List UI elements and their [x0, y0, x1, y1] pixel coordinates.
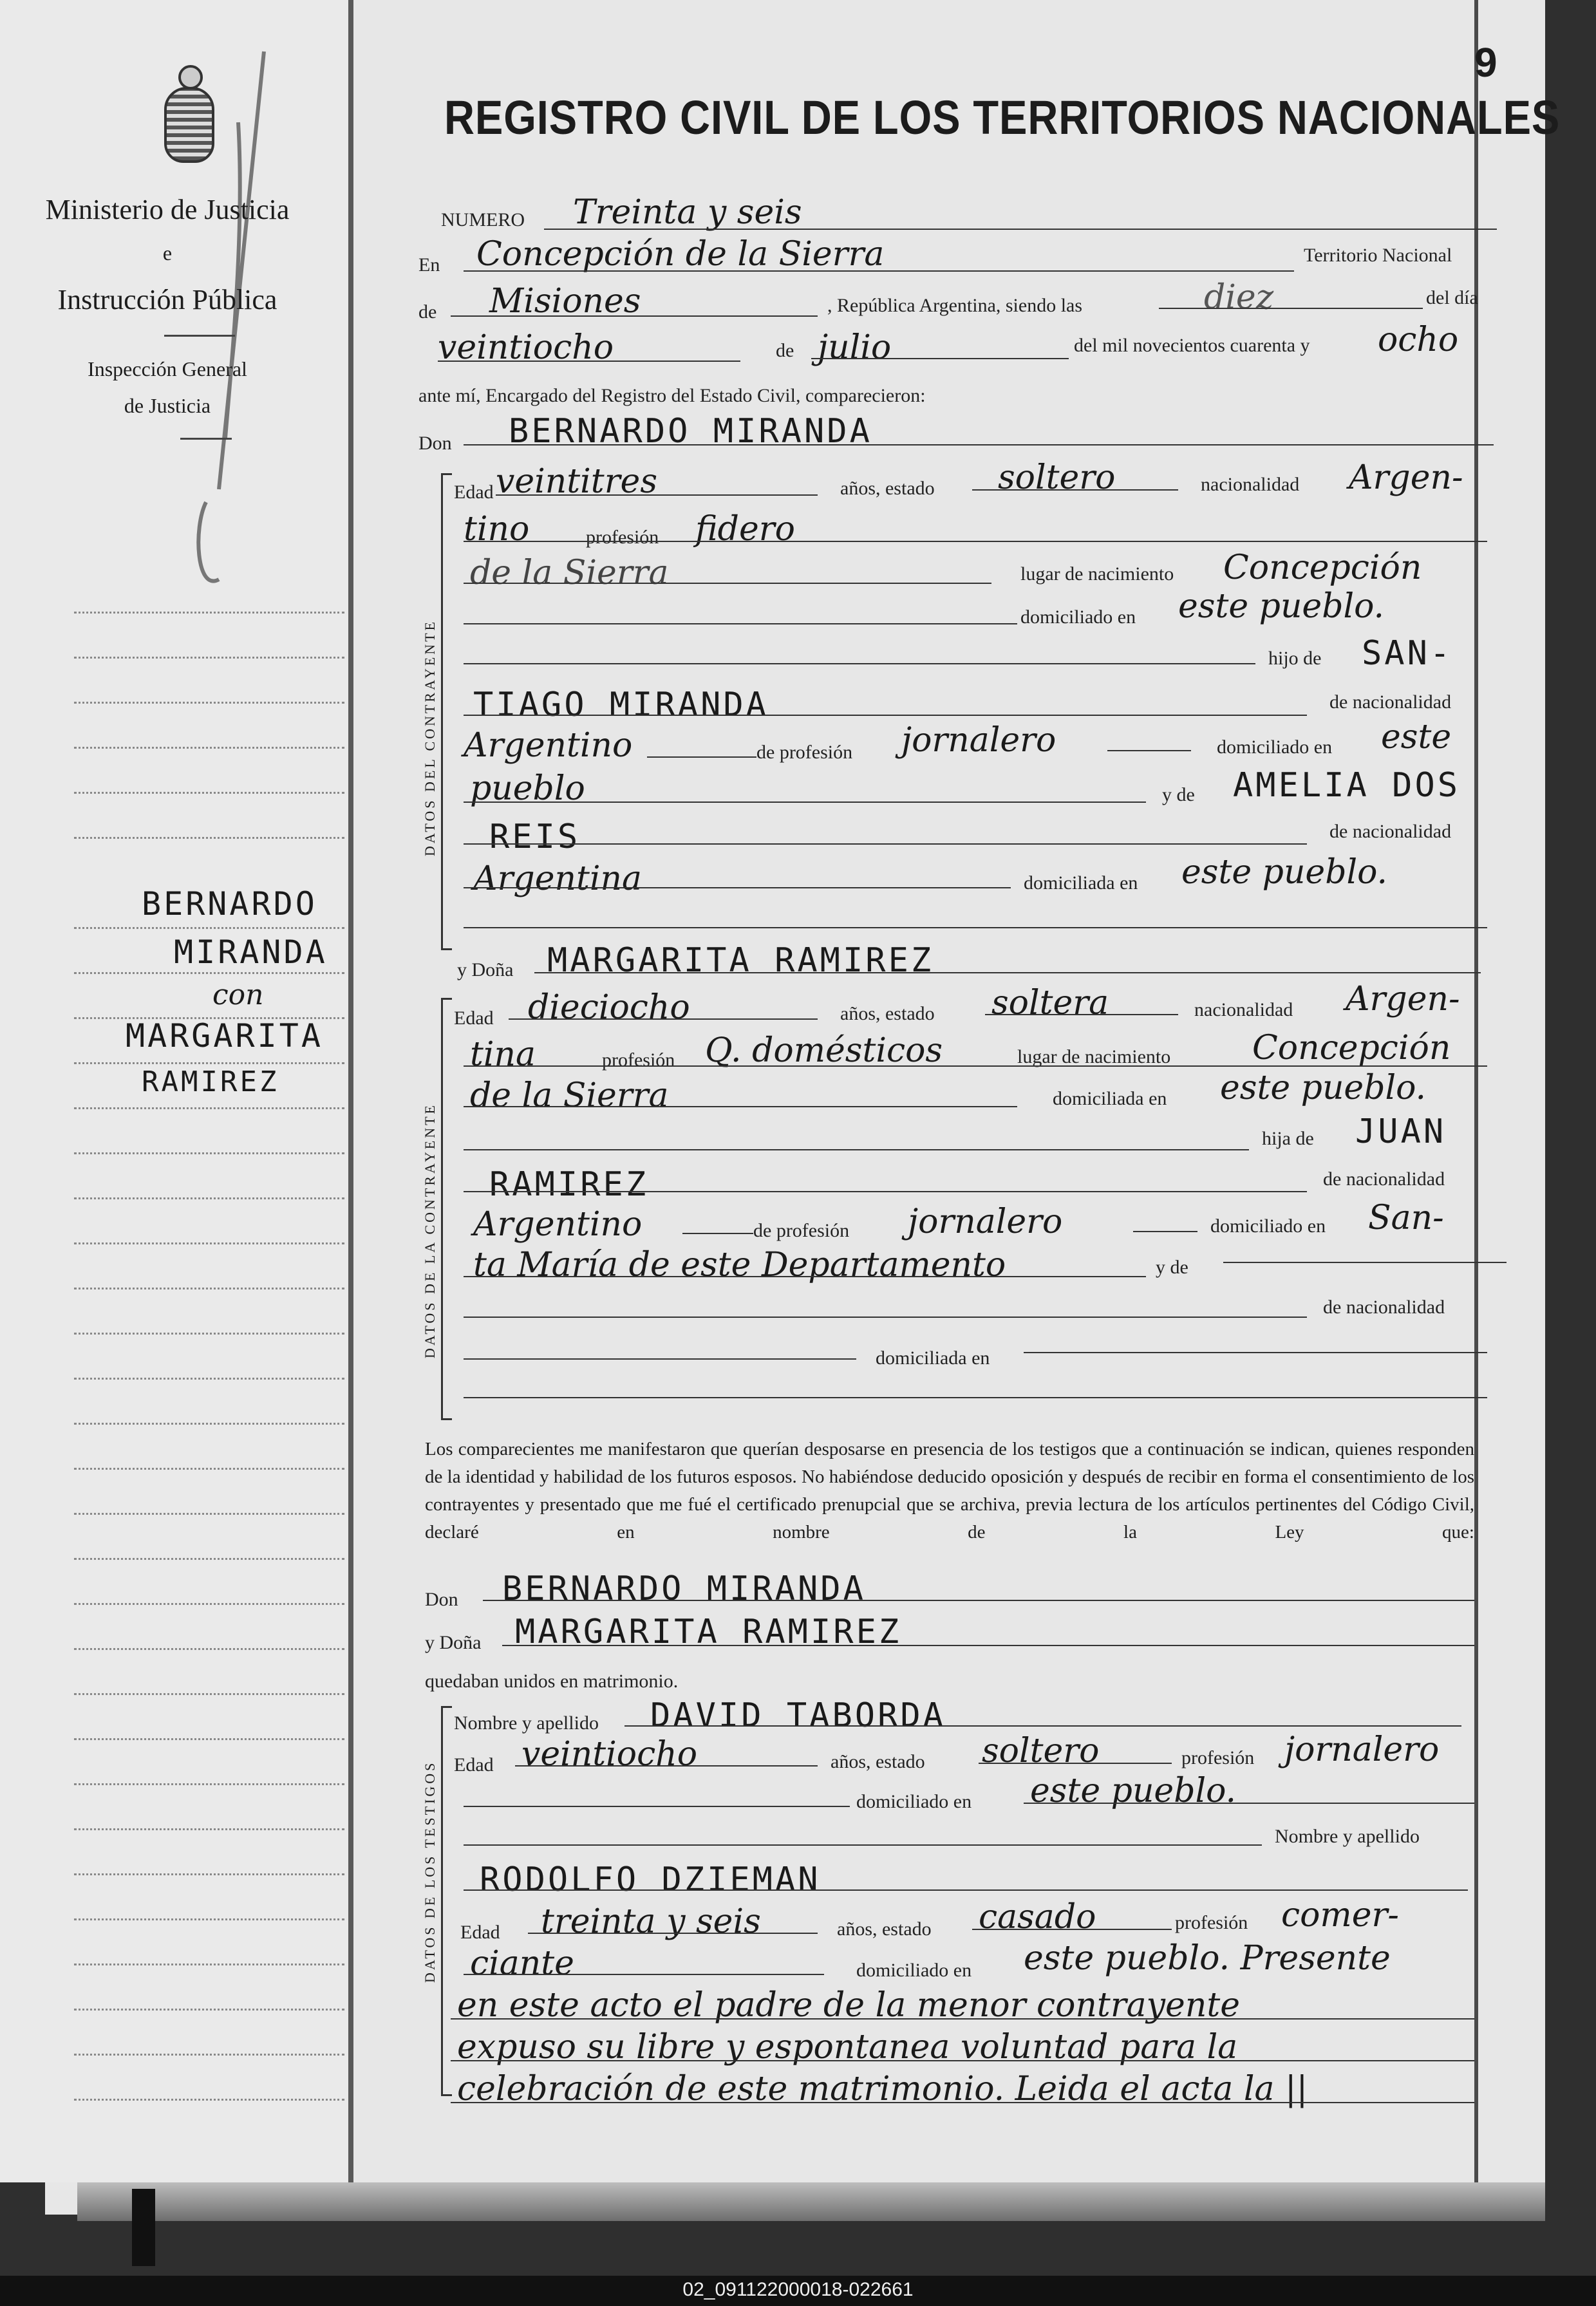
margin-note-line5: RAMIREZ [142, 1065, 279, 1098]
margin-note-line4: MARGARITA [126, 1017, 323, 1055]
groom-profesion: fidero [695, 510, 795, 548]
bride-estado: soltera [991, 984, 1109, 1022]
field-line [464, 801, 1146, 803]
margin-line [74, 1828, 344, 1830]
y-de-label: y de [1162, 784, 1195, 805]
domiciliado-label: domiciliado en [856, 1960, 972, 1981]
page-bottom-edge [77, 2182, 1545, 2221]
edad-label: Edad [460, 1922, 500, 1943]
decl-dona-name: MARGARITA RAMIREZ [515, 1613, 902, 1651]
groom-padre-dom-a: este [1381, 718, 1452, 756]
ministry-e: e [162, 241, 173, 265]
margin-line [74, 1603, 344, 1605]
numero-label: NUMERO [441, 209, 525, 230]
field-line [464, 843, 1307, 845]
field-line [544, 229, 1497, 230]
domiciliada-label: domiciliada en [1053, 1088, 1167, 1109]
margin-line [74, 657, 344, 659]
bride-nac-b: tina [470, 1035, 536, 1074]
bride-edad: dieciocho [528, 988, 690, 1027]
field-line [464, 1889, 1468, 1891]
groom-domicilio: este pueblo. [1178, 587, 1385, 626]
field-line [451, 315, 818, 317]
anio-label: del mil novecientos cuarenta y [1074, 335, 1310, 356]
witness2-name: RODOLFO DZIEMAN [480, 1861, 821, 1899]
field-line [515, 1765, 818, 1767]
groom-madre-b: REIS [489, 818, 581, 856]
domiciliado-label: domiciliado en [856, 1791, 972, 1812]
margin-line [74, 1197, 344, 1199]
margin-line [74, 1152, 344, 1154]
page-edge [1474, 0, 1478, 2202]
en-label: En [418, 254, 440, 276]
lugar-label: lugar de nacimiento [1020, 563, 1174, 585]
madre-dom-label: domiciliada en [1024, 872, 1138, 894]
decl-dona-label: y Doña [425, 1632, 482, 1653]
bride-profesion: Q. domésticos [705, 1031, 943, 1070]
field-line [528, 1933, 818, 1934]
bride-name: MARGARITA RAMIREZ [547, 941, 934, 980]
margin-line [74, 1333, 344, 1335]
page-number: 9 [1474, 39, 1497, 86]
nacionalidad-label: nacionalidad [1194, 999, 1293, 1020]
groom-estado: soltero [998, 458, 1116, 497]
margin-line [74, 2054, 344, 2056]
groom-padre-nac: Argentino [464, 726, 633, 765]
de-profesion-label: de profesión [756, 742, 853, 763]
field-line [464, 1149, 1249, 1150]
del-dia-label: del día [1426, 287, 1478, 308]
bride-padre-nac: Argentino [473, 1205, 643, 1244]
field-line [1024, 1352, 1487, 1353]
witness2-prof-b: ciante [470, 1944, 574, 1983]
field-line [451, 2018, 1474, 2020]
field-line [496, 494, 818, 496]
footer-code: 02_091122000018-022661 [682, 2279, 914, 2300]
witness2-estado: casado [979, 1898, 1096, 1936]
hora-value: diez [1204, 278, 1274, 317]
field-line [464, 663, 1255, 664]
nacionalidad-label: nacionalidad [1201, 474, 1300, 495]
groom-name: BERNARDO MIRANDA [509, 412, 872, 451]
margin-line [74, 1918, 344, 1920]
margin-line [74, 1873, 344, 1875]
witness2-prof-a: comer- [1281, 1896, 1399, 1935]
republica-label: , República Argentina, siendo las [827, 295, 1083, 316]
section-label-witnesses: DATOS DE LOS TESTIGOS [422, 1760, 438, 1983]
witness2-edad: treinta y seis [541, 1902, 761, 1941]
field-line [464, 1106, 1017, 1107]
field-line [464, 1276, 1146, 1277]
field-line [1159, 308, 1423, 309]
witness1-edad: veintiocho [521, 1735, 698, 1774]
field-line [1133, 1231, 1197, 1232]
groom-edad: veintitres [496, 462, 658, 501]
de-value: Misiones [489, 282, 641, 321]
field-line [534, 972, 1481, 973]
ante-label: ante mí, Encargado del Registro del Estado Civil, comparecieron: [418, 385, 926, 406]
margin-line [74, 1288, 344, 1289]
witness1-dom: este pueblo. [1030, 1772, 1237, 1810]
field-line [1223, 1262, 1507, 1263]
field-line [647, 756, 756, 758]
field-line [464, 1974, 824, 1975]
dia-value: veintiocho [438, 328, 614, 367]
page-divider [348, 0, 353, 2189]
margin-line [74, 1242, 344, 1244]
margin-note-line2: MIRANDA [174, 933, 328, 971]
decl-closing: quedaban unidos en matrimonio. [425, 1671, 679, 1692]
margin-note-line1: BERNARDO [142, 885, 317, 923]
margin-line [74, 1107, 344, 1109]
mes-value: julio [818, 328, 892, 367]
field-line [464, 1806, 850, 1807]
profesion-label: profesión [1175, 1912, 1248, 1933]
field-line [972, 1929, 1172, 1930]
bride-nac-a: Argen- [1346, 980, 1460, 1018]
binder-clip-icon [132, 2189, 155, 2266]
section-label-groom: DATOS DEL CONTRAYENTE [422, 619, 438, 856]
edad-label: Edad [454, 482, 494, 503]
profesion-label: profesión [602, 1049, 675, 1071]
de-profesion-label: de profesión [753, 1220, 850, 1241]
dona-label: y Doña [457, 959, 514, 980]
margin-line [74, 612, 344, 614]
divider [164, 335, 235, 337]
field-line [483, 1600, 1474, 1601]
margin-line [74, 1783, 344, 1785]
inspection-line2: de Justicia [124, 394, 211, 417]
anios-estado-label: años, estado [840, 1003, 935, 1024]
section-bracket [441, 473, 452, 950]
field-line [464, 1397, 1487, 1398]
groom-lugar-a: de la Sierra [470, 554, 669, 592]
field-line [509, 1018, 818, 1020]
field-line [464, 1844, 1262, 1846]
section-bracket [441, 1706, 452, 2096]
ministry-line2: Instrucción Pública [57, 284, 277, 315]
madre-nac-label: de nacionalidad [1323, 1297, 1445, 1318]
groom-madre-dom: este pueblo. [1181, 853, 1388, 892]
de-nacionalidad-label: de nacionalidad [1329, 691, 1452, 713]
section-bracket [441, 998, 452, 1420]
field-line [464, 887, 1011, 888]
bride-domicilio: este pueblo. [1220, 1069, 1427, 1107]
nombre-label: Nombre y apellido [454, 1712, 599, 1734]
field-line [464, 541, 1487, 542]
de2-label: de [776, 340, 794, 361]
margin-line [74, 1738, 344, 1740]
margin-line [74, 792, 344, 794]
groom-padre-a: SAN- [1362, 634, 1453, 673]
field-line [464, 623, 1017, 624]
bride-padre-prof: jornalero [908, 1203, 1063, 1241]
field-line [624, 1725, 1461, 1727]
bride-lugar-b: de la Sierra [470, 1076, 669, 1115]
margin-line [74, 1378, 344, 1380]
field-line [979, 1763, 1172, 1764]
margin-line [74, 1558, 344, 1560]
margin-line [74, 2099, 344, 2101]
coat-of-arms-icon [164, 87, 214, 163]
hija-label: hija de [1262, 1128, 1314, 1149]
padre-dom-label: domiciliado en [1217, 736, 1333, 758]
field-line [811, 358, 1069, 359]
note-line1: en este acto el padre de la menor contrayente [457, 1986, 1240, 2025]
margin-line [74, 1648, 344, 1650]
inspection-line1: Inspección General [88, 357, 247, 380]
groom-lugar-b: Concepción [1223, 548, 1422, 587]
nombre2-label: Nombre y apellido [1275, 1826, 1420, 1847]
lugar-label: lugar de nacimiento [1017, 1046, 1171, 1067]
profesion-label: profesión [1181, 1747, 1255, 1768]
margin-line [74, 1423, 344, 1425]
field-line [985, 1014, 1178, 1015]
margin-line [74, 1062, 344, 1064]
note-line3: celebración de este matrimonio. Leida el acta la || [457, 2070, 1308, 2108]
statement-paragraph: Los comparecientes me manifestaron que querían desposarse en presencia de los testigos que a continuación se indican, quienes responden de la identidad y habilidad de los futuros esposos. No habiéndose deducido oposición y después de recibir en forma el consentimiento de los contrayentes y presentado que me fué el certificado prenupcial que se archiva, previa lectura de los artículos pertinentes del Código Civil, declaré en nombre de la Ley que: [425, 1439, 1474, 1542]
groom-madre-nac: Argentina [473, 859, 642, 898]
field-line [464, 1358, 856, 1360]
de-label: de [418, 301, 437, 323]
madre-dom-label: domiciliada en [876, 1347, 990, 1369]
field-line [451, 2102, 1474, 2103]
groom-padre-prof: jornalero [901, 721, 1056, 760]
margin-line [74, 1513, 344, 1515]
field-line [451, 2060, 1474, 2061]
field-line [682, 1233, 753, 1234]
groom-padre-dom-b: pueblo [470, 769, 585, 808]
groom-madre-a: AMELIA DOS [1233, 766, 1461, 805]
field-line [438, 361, 740, 362]
don-label: Don [418, 433, 452, 454]
witness2-dom: este pueblo. Presente [1024, 1939, 1391, 1978]
en-value: Concepción de la Sierra [476, 235, 885, 274]
padre-dom-label: domiciliado en [1210, 1215, 1326, 1237]
margin-line [74, 702, 344, 704]
numero-value: Treinta y seis [573, 193, 802, 232]
de-nacionalidad-label: de nacionalidad [1323, 1168, 1445, 1190]
field-line [464, 927, 1487, 928]
field-line [464, 1317, 1307, 1318]
anios-estado-label: años, estado [831, 1751, 925, 1772]
decl-don-label: Don [425, 1589, 458, 1610]
note-line2: expuso su libre y espontanea voluntad para la [457, 2028, 1238, 2067]
anios-estado-label: años, estado [840, 478, 935, 499]
witness1-estado: soltero [982, 1732, 1100, 1770]
ministry-line1: Ministerio de Justicia [45, 194, 290, 225]
anios-estado-label: años, estado [837, 1918, 932, 1940]
field-line [464, 1191, 1307, 1192]
field-line [502, 1645, 1474, 1646]
edad-label: Edad [454, 1754, 494, 1776]
field-line [972, 489, 1178, 491]
profesion-label: profesión [586, 527, 659, 548]
domiciliado-label: domiciliado en [1020, 606, 1136, 628]
edad-label: Edad [454, 1008, 494, 1029]
document-title: REGISTRO CIVIL DE LOS TERRITORIOS NACIONALES [444, 91, 1561, 144]
margin-line [74, 927, 344, 929]
anio-value: ocho [1378, 321, 1459, 359]
field-line [464, 583, 991, 584]
hijo-label: hijo de [1268, 648, 1322, 669]
margin-line [74, 2009, 344, 2011]
bride-padre-dom-b: ta María de este Departamento [473, 1246, 1006, 1284]
bride-padre-a: JUAN [1355, 1112, 1447, 1151]
section-label-bride: DATOS DE LA CONTRAYENTE [422, 1103, 438, 1358]
margin-line [74, 1964, 344, 1965]
groom-padre-b: TIAGO MIRANDA [473, 686, 769, 724]
madre-nac-label: de nacionalidad [1329, 821, 1452, 842]
territorio-label: Territorio Nacional [1304, 245, 1452, 266]
bride-lugar-a: Concepción [1252, 1029, 1451, 1067]
divider [180, 438, 232, 440]
field-line [1024, 1803, 1474, 1804]
groom-nac-a: Argen- [1349, 458, 1463, 497]
witness1-prof: jornalero [1284, 1730, 1440, 1769]
margin-line [74, 747, 344, 749]
field-line [464, 1065, 1487, 1067]
bride-padre-dom-a: San- [1368, 1199, 1444, 1237]
y-de-label: y de [1156, 1257, 1188, 1278]
margin-line [74, 972, 344, 974]
margin-line [74, 1468, 344, 1470]
margin-line [74, 837, 344, 839]
field-line [464, 715, 1307, 716]
field-line [464, 444, 1494, 445]
groom-nac-b: tino [464, 510, 530, 548]
margin-line [74, 1693, 344, 1695]
margin-note-line3: con [212, 979, 264, 1011]
field-line [464, 270, 1294, 272]
witness1-name: DAVID TABORDA [650, 1696, 946, 1735]
decl-don-name: BERNARDO MIRANDA [502, 1570, 866, 1608]
bride-padre-b: RAMIREZ [489, 1165, 649, 1204]
field-line [1107, 750, 1191, 751]
